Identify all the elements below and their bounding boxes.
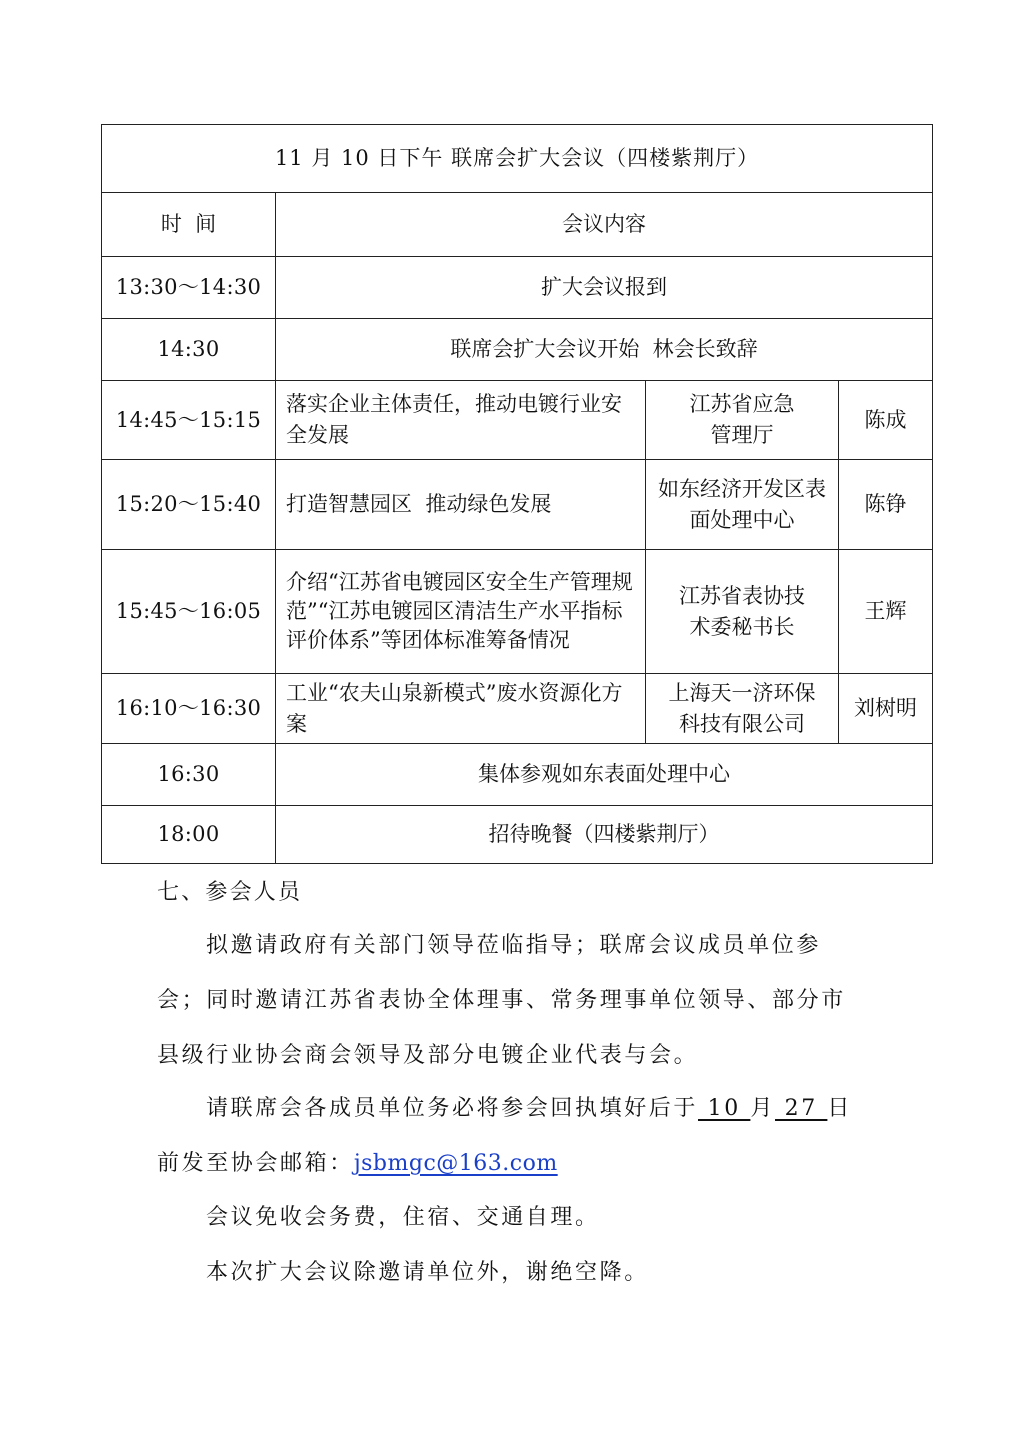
table-row: [102, 674, 933, 744]
reply-month-unit: 月: [750, 1096, 776, 1121]
row-topic: 打造智慧园区 推动绿色发展: [276, 460, 646, 550]
table-header-row: [102, 193, 933, 257]
row-topic: 工业“农夫山泉新模式”废水资源化方案: [276, 674, 646, 744]
table-row: [102, 550, 933, 674]
row-speaker: 刘树明: [839, 674, 933, 744]
table-heading-row: [102, 125, 933, 193]
row-topic: 落实企业主体责任，推动电镀行业安全发展: [276, 381, 646, 460]
table-row: [102, 460, 933, 550]
paragraph-fees: 会议免收会务费，住宿、交通自理。: [206, 1205, 600, 1230]
table-row: [102, 806, 933, 864]
row-speaker: 王辉: [839, 550, 933, 674]
reply-text-before: 请联席会各成员单位务必将参会回执填好后于: [206, 1096, 699, 1121]
row-org: 江苏省表协技术委秘书长: [646, 550, 839, 674]
row-time: 13:30～14:30: [102, 257, 276, 319]
table-row: [102, 319, 933, 381]
row-org: 江苏省应急管理厅: [646, 381, 839, 460]
header-time: 时 间: [102, 193, 276, 257]
section-title: 七、参会人员: [157, 880, 303, 905]
reply-day: 27: [775, 1096, 828, 1121]
schedule-heading: 11 月 10 日下午 联席会扩大会议（四楼紫荆厅）: [102, 125, 933, 193]
table-row: [102, 744, 933, 806]
row-content: 集体参观如东表面处理中心: [276, 744, 933, 806]
paragraph-reply: [157, 1081, 869, 1191]
row-time: 15:20～15:40: [102, 460, 276, 550]
reply-month: 10: [698, 1096, 751, 1121]
reply-text-after: 日前发至协会邮箱：: [157, 1096, 853, 1176]
row-time: 15:45～16:05: [102, 550, 276, 674]
row-time: 18:00: [102, 806, 276, 864]
table-row: [102, 381, 933, 460]
row-time: 14:45～15:15: [102, 381, 276, 460]
row-content: 招待晚餐（四楼紫荆厅）: [276, 806, 933, 864]
header-content: 会议内容: [276, 193, 933, 257]
email-link[interactable]: jsbmgc@163.com: [353, 1151, 558, 1176]
row-speaker: 陈成: [839, 381, 933, 460]
row-content: 扩大会议报到: [276, 257, 933, 319]
row-speaker: 陈铮: [839, 460, 933, 550]
paragraph-attendees: 拟邀请政府有关部门领导莅临指导；联席会议成员单位参会；同时邀请江苏省表协全体理事、常务理事单位领导、部分市县级行业协会商会领导及部分电镀企业代表与会。: [157, 933, 846, 1068]
schedule-table: [101, 124, 933, 864]
row-org: 如东经济开发区表面处理中心: [646, 460, 839, 550]
row-time: 14:30: [102, 319, 276, 381]
row-content: 联席会扩大会议开始 林会长致辞: [276, 319, 933, 381]
row-time: 16:30: [102, 744, 276, 806]
paragraph-notice: 本次扩大会议除邀请单位外，谢绝空降。: [206, 1260, 649, 1285]
row-time: 16:10～16:30: [102, 674, 276, 744]
row-topic: 介绍“江苏省电镀园区安全生产管理规范”“江苏电镀园区清洁生产水平指标评价体系”等团体标准筹备情况: [276, 550, 646, 674]
table-row: [102, 257, 933, 319]
row-org: 上海天一济环保科技有限公司: [646, 674, 839, 744]
